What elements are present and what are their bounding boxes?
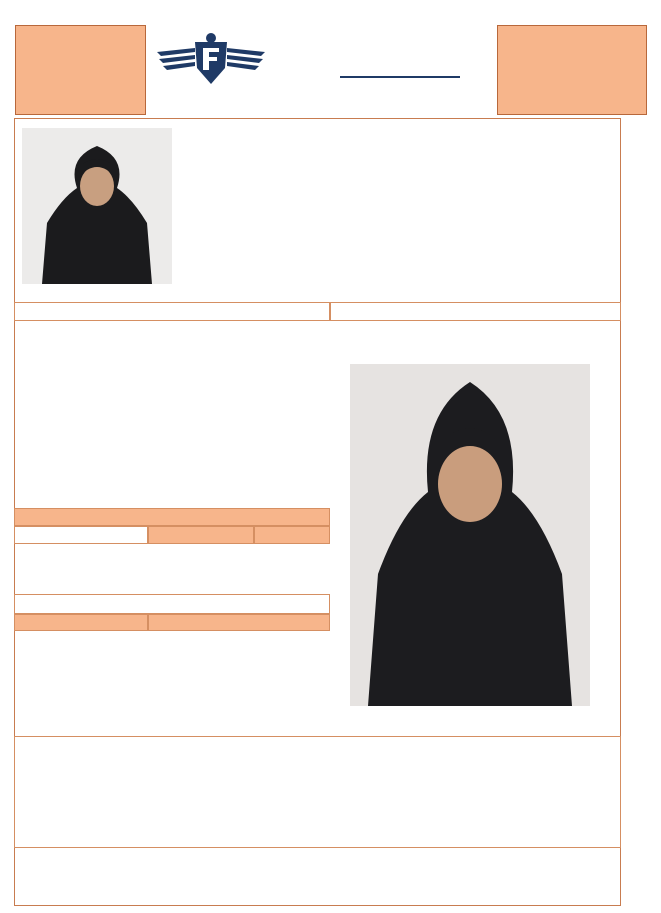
remarks-box (14, 736, 621, 848)
header-right-mobiles (497, 25, 647, 115)
eagle-logo-icon (155, 30, 267, 90)
applicant-photo-large (350, 364, 590, 706)
person-portrait-icon (350, 364, 590, 706)
applicant-section-title (14, 302, 330, 321)
work-period-header (14, 614, 148, 631)
applicant-photo-small (22, 128, 172, 284)
language-english-header (148, 526, 254, 544)
person-portrait-icon (22, 128, 172, 284)
work-country-header (148, 614, 330, 631)
language-arabic-header (254, 526, 330, 544)
contact-number (330, 302, 621, 321)
work-experience-title (14, 594, 330, 614)
languages-title (14, 508, 330, 526)
header-underline (340, 76, 460, 78)
languages-corner (14, 526, 148, 544)
header-left-mobiles (15, 25, 146, 115)
company-logo (155, 30, 267, 90)
